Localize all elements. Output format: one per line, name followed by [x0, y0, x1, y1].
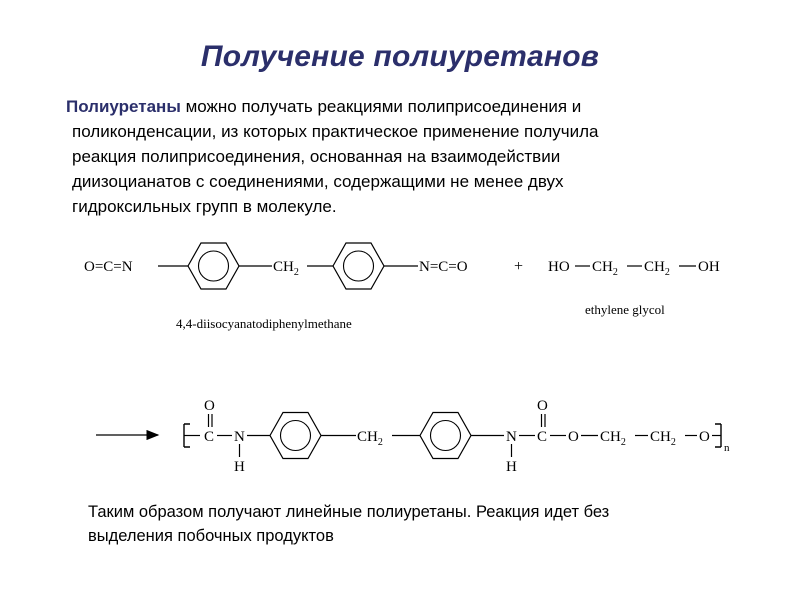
conclusion-line-2: выделения побочных продуктов: [88, 527, 334, 545]
intro-line-4: диизоцианатов с соединениями, содержащими не менее двух: [72, 172, 564, 191]
intro-highlight-term: Полиуретаны: [66, 97, 181, 116]
glycol-oh: OH: [698, 259, 720, 275]
product-ch2-a: $CH_2$: [600, 429, 626, 448]
repeat-subscript-n: n: [724, 442, 730, 454]
product-polyurethane: [184, 398, 730, 475]
carbonyl-oxygen-left: O: [204, 398, 215, 414]
reactant-diisocyanate: [84, 243, 468, 331]
conclusion-paragraph: [88, 500, 748, 548]
product-methylene-bridge: $CH_2$: [357, 429, 383, 448]
methylene-bridge: $CH_2$: [273, 259, 299, 278]
isocyanate-right-group: N=C=O: [419, 259, 468, 275]
amide-nitrogen-left: N: [234, 429, 245, 445]
product-benzene-ring-right-icon: [420, 413, 471, 459]
intro-line-5: гидроксильных групп в молекуле.: [72, 197, 337, 216]
terminal-oxygen: O: [699, 429, 710, 445]
amide-hydrogen-left: H: [234, 459, 245, 475]
amide-hydrogen-right: H: [506, 459, 517, 475]
intro-line-2: поликонденсации, из которых практическое применение получила: [72, 122, 599, 141]
ester-oxygen: O: [568, 429, 579, 445]
carbonyl-carbon-left: C: [204, 429, 215, 445]
product-benzene-ring-left-icon: [270, 413, 321, 459]
plus-sign: +: [514, 258, 524, 275]
product-ch2-b: $CH_2$: [650, 429, 676, 448]
benzene-ring-right-icon: [333, 243, 384, 289]
conclusion-line-1: Таким образом получают линейные полиуретаны. Реакция идет без: [88, 503, 610, 521]
slide-title: Получение полиуретанов: [200, 40, 600, 73]
glycol-ho: HO: [548, 259, 570, 275]
amide-nitrogen-right: N: [506, 429, 517, 445]
carbonyl-carbon-right: C: [537, 429, 548, 445]
reactant-ethylene-glycol: [548, 259, 720, 317]
intro-line-1-rest: можно получать реакциями полиприсоединения и: [180, 97, 582, 116]
glycol-name: ethylene glycol: [585, 302, 665, 317]
diisocyanate-name: 4,4-diisocyanatodiphenylmethane: [176, 316, 352, 331]
intro-line-3: реакция полиприсоединения, основанная на взаимодействии: [72, 147, 561, 166]
glycol-ch2-a: $CH_2$: [592, 259, 618, 278]
glycol-ch2-b: $CH_2$: [644, 259, 670, 278]
carbonyl-oxygen-right: O: [537, 398, 548, 414]
benzene-ring-left-icon: [188, 243, 239, 289]
isocyanate-left-group: O=C=N: [84, 259, 133, 275]
